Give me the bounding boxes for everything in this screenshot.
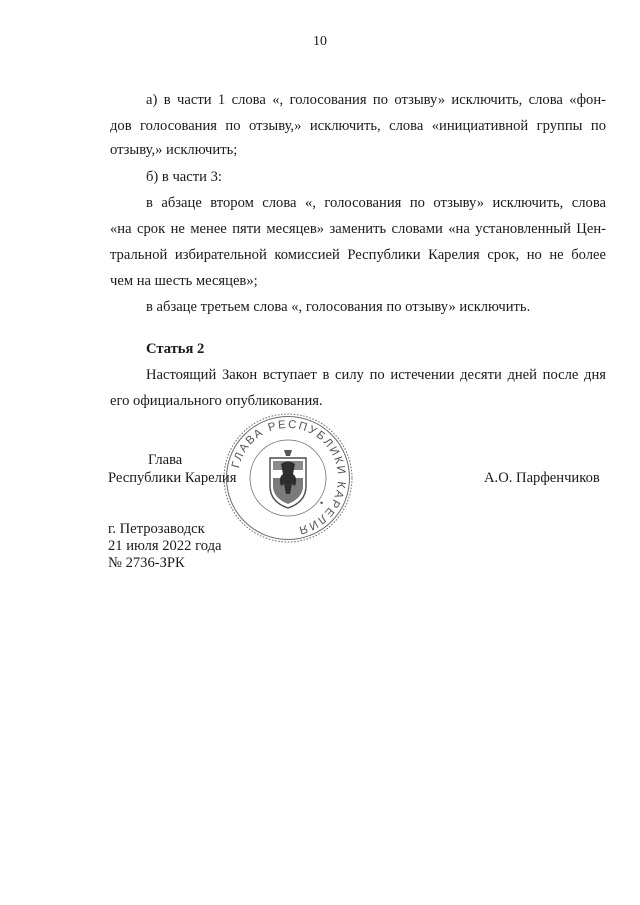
paragraph-b-item-1-line-2: «на срок не менее пяти месяцев» заменить словами «на установленный Цен- bbox=[110, 221, 606, 237]
paragraph-b-item-1-line-4: чем на шесть месяцев»; bbox=[110, 273, 258, 289]
seal-ring-text: ГЛАВА РЕСПУБЛИКИ КАРЕЛИЯ bbox=[230, 418, 348, 537]
page-number: 10 bbox=[313, 34, 327, 49]
signature-title-line-2: Республики Карелия bbox=[108, 470, 237, 486]
footer-city: г. Петрозаводск bbox=[108, 521, 205, 537]
seal-dot-icon: • bbox=[320, 498, 324, 508]
article-2-line-1: Настоящий Закон вступает в силу по истечении десяти дней после дня bbox=[146, 367, 606, 383]
article-2-heading: Статья 2 bbox=[146, 341, 205, 357]
article-2-line-2: его официального опубликования. bbox=[110, 393, 323, 409]
footer-date: 21 июля 2022 года bbox=[108, 538, 222, 554]
paragraph-b-item-1-line-1: в абзаце втором слова «, голосования по отзыву» исключить, слова bbox=[146, 195, 606, 211]
paragraph-b: б) в части 3: bbox=[146, 169, 222, 185]
paragraph-a-line-2: дов голосования по отзыву,» исключить, слова «инициативной группы по bbox=[110, 118, 606, 134]
paragraph-a-line-1: а) в части 1 слова «, голосования по отзыву» исключить, слова «фон- bbox=[146, 92, 606, 108]
paragraph-b-item-2: в абзаце третьем слова «, голосования по отзыву» исключить. bbox=[146, 299, 531, 315]
signature-title-line-1: Глава bbox=[148, 452, 183, 468]
paragraph-a-line-3: отзыву,» исключить; bbox=[110, 142, 238, 158]
paragraph-b-item-1-line-3: тральной избирательной комиссией Республики Карелия срок, но не более bbox=[110, 247, 606, 263]
signatory-name: А.О. Парфенчиков bbox=[484, 470, 600, 486]
official-seal-stamp bbox=[222, 412, 354, 544]
coat-of-arms-icon bbox=[270, 450, 306, 508]
footer-law-number: № 2736-ЗРК bbox=[108, 555, 185, 571]
